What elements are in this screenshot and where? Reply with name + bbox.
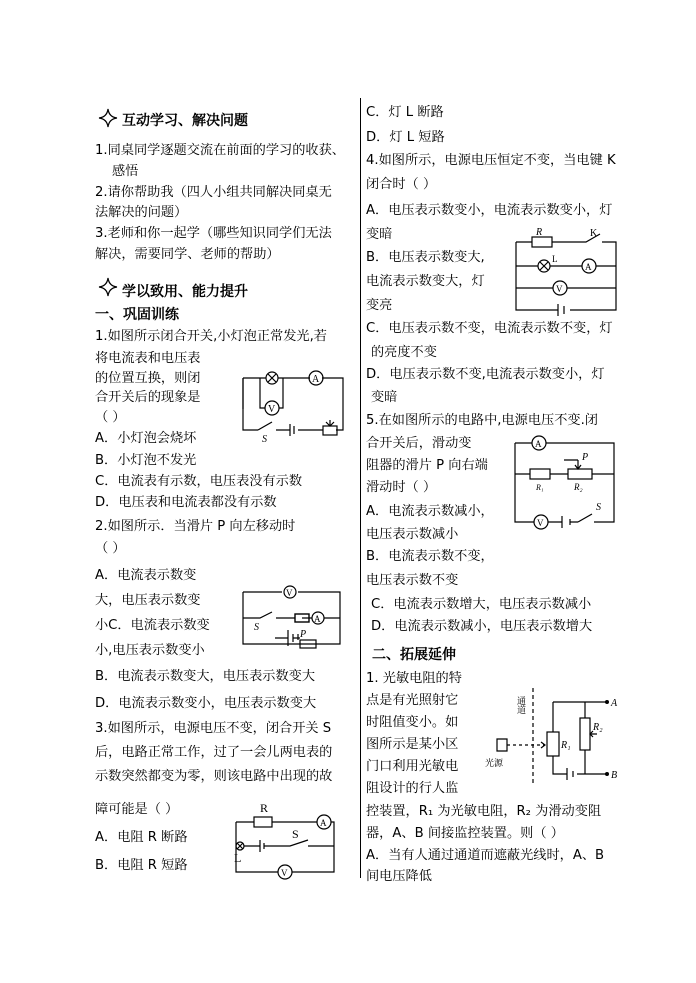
light-source-label: 光源 [485, 758, 504, 768]
channel-label: 通道 [516, 696, 526, 714]
section-heading: 二、拓展延伸 [372, 647, 456, 663]
question-text: 滑动时（ ） [366, 480, 437, 495]
para: 法解决的问题） [95, 205, 188, 220]
star-icon [98, 108, 118, 128]
voltmeter-label: V [537, 518, 544, 528]
switch-label: S [254, 622, 259, 633]
question-text: 示数突然都变为零，则该电路中出现的故 [95, 769, 333, 784]
option: 电压表示数不变 [366, 573, 459, 588]
option: D．灯 L 短路 [366, 130, 445, 145]
ammeter-label: A [314, 614, 321, 624]
question-text: 4.如图所示，电源电压恒定不变，当电键 K [366, 153, 616, 168]
para: 解决，需要同学、老师的帮助） [95, 247, 280, 262]
option: D．电流表示数变小，电压表示数变大 [95, 696, 317, 711]
option: D．电压表和电流表都没有示数 [95, 495, 277, 510]
para: 2.请你帮助我（四人小组共同解决同桌无 [95, 185, 332, 200]
question-text: 合开关后的现象是 [95, 390, 201, 405]
option: D．电流表示数减小，电压表示数增大 [371, 619, 593, 634]
switch-label: S [262, 434, 267, 445]
circuit-diagram-1 [238, 364, 348, 444]
option: 大，电压表示数变 [95, 593, 201, 608]
option: 间电压降低 [366, 869, 432, 884]
r2-label: R₂ [574, 482, 583, 492]
para: 感悟 [112, 164, 139, 179]
question-text: 5.在如图所示的电路中,电源电压不变.闭 [366, 413, 598, 428]
voltmeter-label: V [268, 404, 276, 415]
terminal-a-label: A [611, 698, 618, 709]
question-text: 合开关后，滑动变 [366, 436, 472, 451]
r1-label: R₁ [561, 740, 571, 751]
option: 小,电压表示数变小 [95, 643, 205, 658]
option: 的亮度不变 [371, 345, 437, 360]
question-text: 1.如图所示闭合开关,小灯泡正常发光,若 [95, 329, 327, 344]
question-text: 图所示是某小区 [366, 737, 459, 752]
para: 1.同桌同学逐题交流在前面的学习的收获、 [95, 143, 345, 158]
question-text: 2.如图所示．当滑片 P 向左移动时 [95, 519, 296, 534]
circuit-diagram-4 [510, 228, 622, 314]
option: C．电流表有示数，电压表没有示数 [95, 474, 303, 489]
question-text: 障可能是（ ） [95, 802, 179, 817]
terminal-b-label: B [611, 770, 618, 781]
column-divider [360, 98, 361, 878]
option: C．电流表示数增大，电压表示数减小 [371, 597, 592, 612]
voltmeter-label: V [281, 868, 288, 878]
switch-label: S [596, 502, 601, 513]
option: B．电阻 R 短路 [95, 858, 188, 873]
option: C．电压表示数不变，电流表示数不变，灯 [366, 321, 613, 336]
section-heading: 互动学习、解决问题 [122, 113, 248, 129]
option: 变亮 [366, 298, 393, 313]
option: 变暗 [371, 390, 398, 405]
option: A．电流表示数变 [95, 568, 197, 583]
question-text: 阻设计的行人监 [366, 781, 459, 796]
option: 电流表示数变大，灯 [366, 274, 485, 289]
option: B．小灯泡不发光 [95, 453, 197, 468]
option: A．电压表示数变小，电流表示数变小，灯 [366, 203, 613, 218]
circuit-diagram-6 [485, 682, 625, 792]
option: 电压表示数减小 [366, 527, 459, 542]
circuit-diagram-2 [240, 582, 345, 657]
voltmeter-label: V [286, 588, 293, 598]
r1-label: R₁ [536, 483, 544, 492]
ammeter-label: A [320, 818, 327, 828]
ammeter-label: A [535, 439, 542, 449]
option: B．电流表示数不变， [366, 549, 494, 564]
option: A．电阻 R 断路 [95, 830, 188, 845]
question-text: 3.如图所示，电源电压不变，闭合开关 S [95, 721, 332, 736]
resistor-label: R [536, 227, 543, 238]
option: B．电压表示数变大, [366, 250, 485, 265]
question-text: 控装置，R₁ 为光敏电阻，R₂ 为滑动变阻 [366, 804, 602, 819]
section-heading: 一、巩固训练 [95, 307, 179, 323]
question-text: 时阻值变小。如 [366, 715, 459, 730]
option: A．电流表示数减小， [366, 504, 494, 519]
para: 3.老师和你一起学（哪些知识同学们无法 [95, 226, 332, 241]
question-text: 阻器的滑片 P 向右端 [366, 458, 488, 473]
ammeter-label: A [585, 262, 592, 272]
slider-label: P [582, 452, 589, 463]
voltmeter-label: V [556, 284, 563, 294]
option: 变暗 [366, 227, 393, 242]
r2-label: R₂ [593, 722, 603, 733]
answer-blank: （ ） [95, 541, 126, 556]
circuit-diagram-5 [500, 430, 620, 530]
option: 小C．电流表示数变 [95, 618, 210, 633]
question-text: 门口利用光敏电 [366, 759, 459, 774]
answer-blank: （ ） [95, 410, 126, 425]
lamp-label: L [234, 851, 242, 865]
option: B．电流表示数变大，电压表示数变大 [95, 669, 316, 684]
question-text: 点是有光照射它 [366, 693, 459, 708]
option: D．电压表示数不变,电流表示数变小，灯 [366, 367, 605, 382]
question-text: 1. 光敏电阻的特 [366, 671, 462, 686]
circuit-diagram-3 [222, 800, 342, 882]
ammeter-label: A [312, 374, 320, 385]
star-icon [98, 277, 118, 297]
option: A．小灯泡会烧坏 [95, 431, 197, 446]
question-text: 将电流表和电压表 [95, 351, 201, 366]
switch-label: S [292, 827, 299, 841]
lamp-label: L [552, 254, 558, 264]
resistor-label: R [260, 801, 269, 815]
option: C．灯 L 断路 [366, 105, 444, 120]
slider-label: P [300, 629, 307, 640]
section-heading: 学以致用、能力提升 [122, 284, 248, 300]
answer-blank: 闭合时（ ） [366, 177, 437, 192]
key-label: K [590, 228, 598, 239]
option: A．当有人通过通道而遮蔽光线时，A、B [366, 848, 605, 863]
question-text: 后，电路正常工作，过了一会儿两电表的 [95, 745, 333, 760]
question-text: 的位置互换，则闭 [95, 371, 201, 386]
question-text: 器，A、B 间接监控装置。则（ ） [366, 826, 564, 841]
